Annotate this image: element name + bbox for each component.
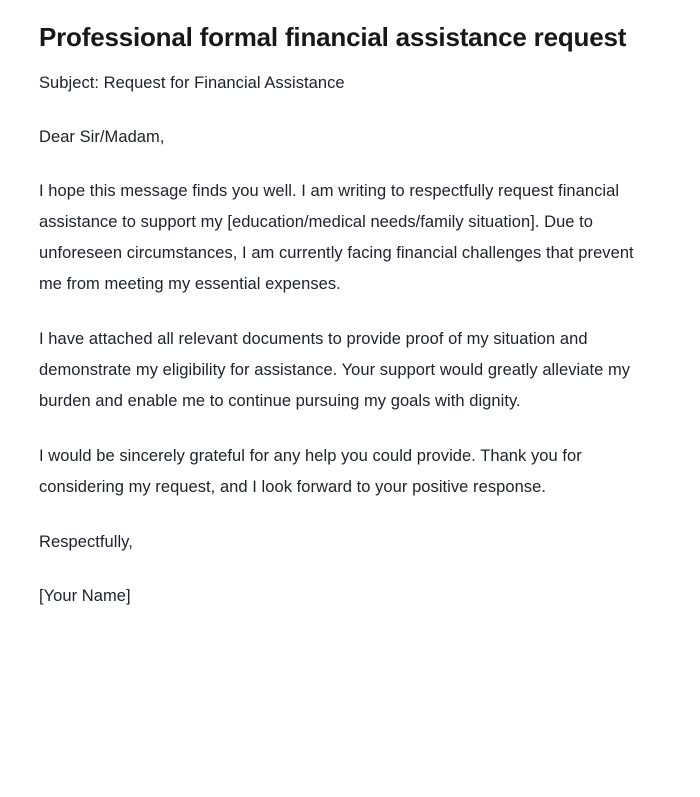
page-title: Professional formal financial assistance request — [39, 22, 627, 52]
letter-salutation: Dear Sir/Madam, — [39, 128, 165, 146]
letter-paragraph-3: I would be sincerely grateful for any help you could provide. Thank you for considering my request, and I look forward to your positive response. — [39, 447, 582, 496]
letter-subject-line: Subject: Request for Financial Assistance — [39, 74, 345, 92]
letter-paragraph-2: I have attached all relevant documents to provide proof of my situation and demonstrate my eligibility for assistance. Your support would greatly alleviate my burden and enable me to continue pursuing my goals with dignity. — [39, 330, 631, 410]
letter-signature-placeholder: [Your Name] — [39, 587, 131, 605]
letter-paragraph-1: I hope this message finds you well. I am writing to respectfully request financial assistance to support my [education/medical needs/family situation]. Due to unforeseen circumstances, I am currently facing financial challenges that prevent me from meeting my essential expenses. — [39, 182, 634, 293]
letter-sign-off: Respectfully, — [39, 533, 133, 551]
letter-body — [39, 68, 637, 612]
